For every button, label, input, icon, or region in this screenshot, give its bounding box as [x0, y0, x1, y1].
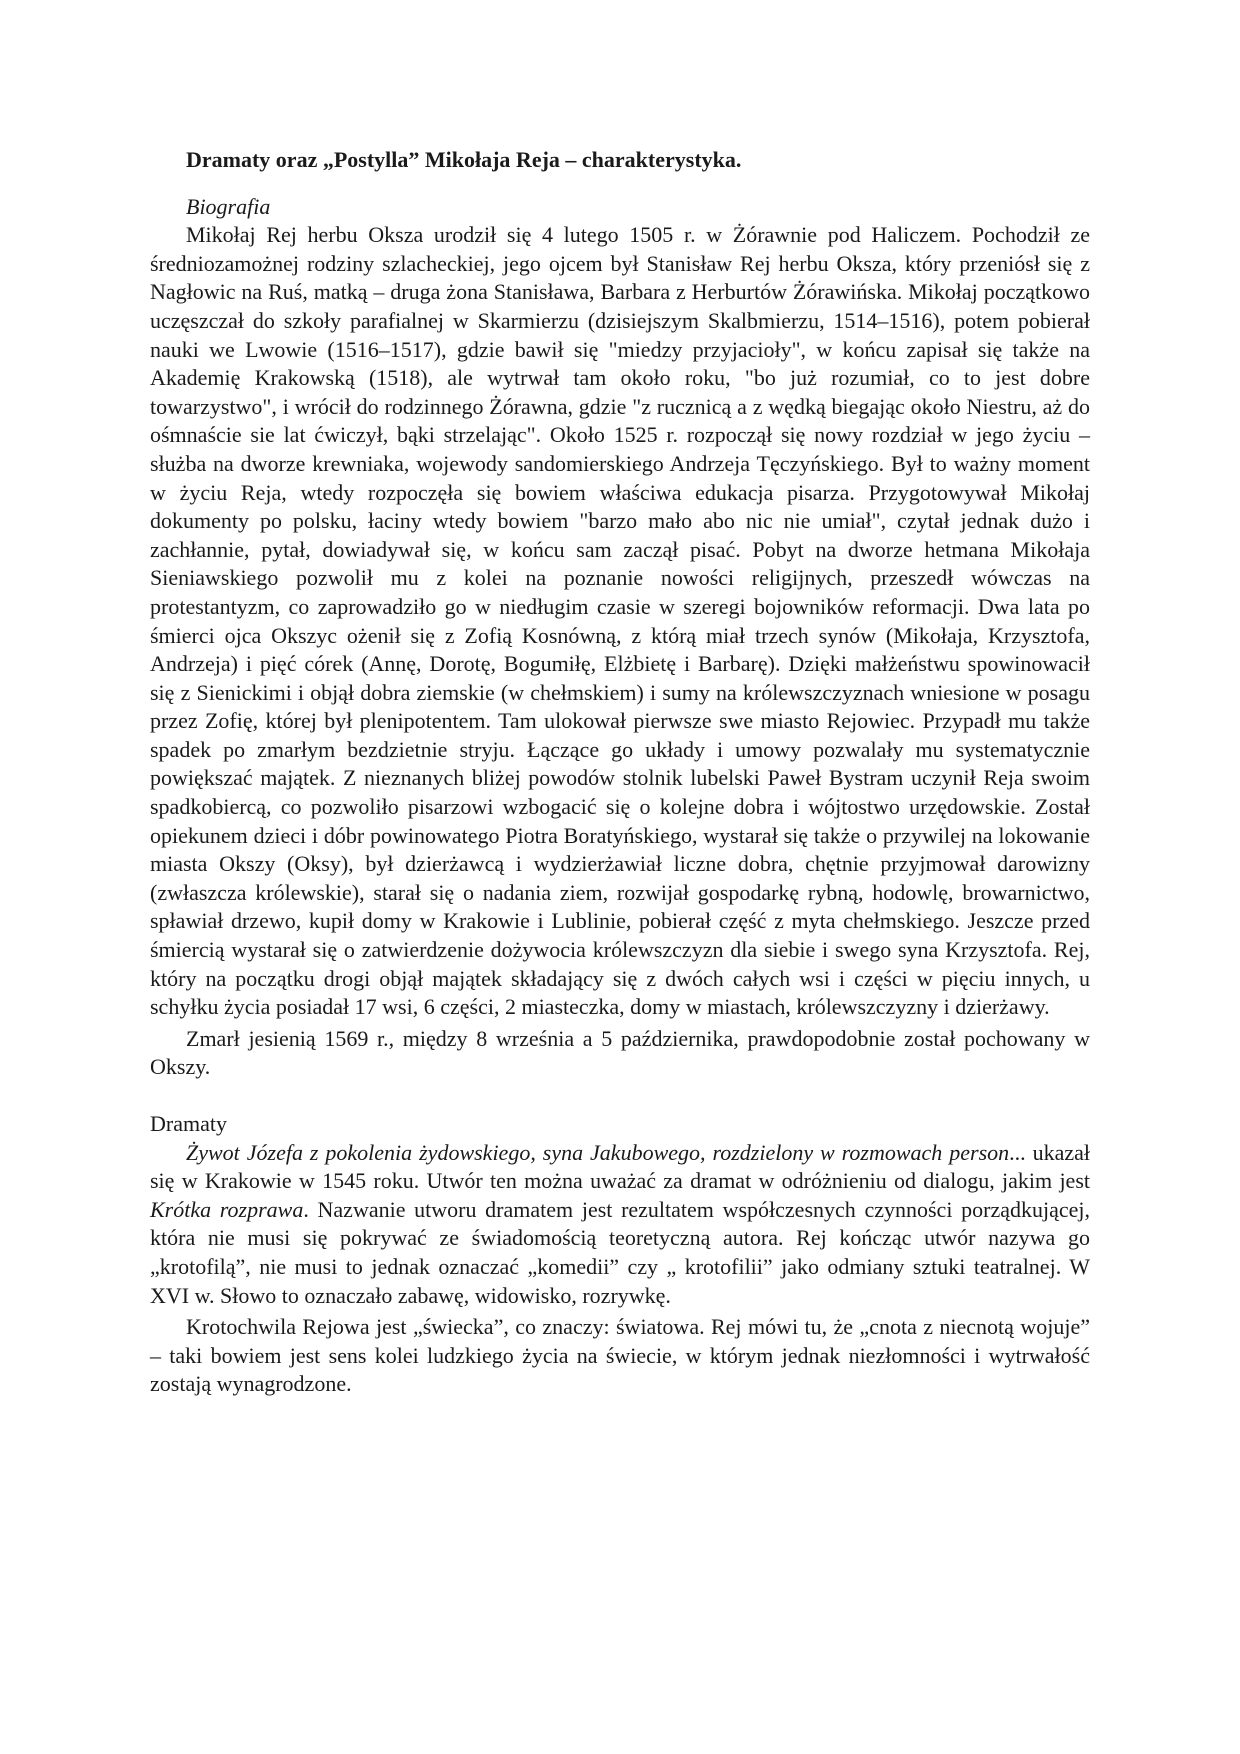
section-heading-biografia: Biografia — [186, 193, 271, 219]
document-page — [150, 146, 1090, 1399]
paragraph-text-a: ... ukazał się w Krakowie w 1545 roku. Utwór ten można uważać za dramat w odróżnieniu od dialogu, jakim jest — [150, 1139, 1090, 1194]
work-title-zywot: Żywot Józefa z pokolenia żydowskiego, syna Jakubowego, rozdzielony w rozmowach person — [186, 1139, 1010, 1165]
paragraph-krotochwila: Krotochwila Rejowa jest „świecka”, co znaczy: światowa. Rej mówi tu, że „cnota z niecnotą wojuje” – taki bowiem jest sens kolei ludzkiego życia na świecie, w którym jednak niezłomności i wytrwałość zostają wynagrodzone. — [150, 1314, 1090, 1397]
paragraph-death: Zmarł jesienią 1569 r., między 8 września a 5 października, prawdopodobnie został pochowany w Okszy. — [150, 1025, 1090, 1080]
paragraph-biography: Mikołaj Rej herbu Oksza urodził się 4 lutego 1505 r. w Żórawnie pod Haliczem. Pochodził ze średniozamożnej rodziny szlacheckiej, jego ojcem był Stanisław Rej herbu Oksza, który przeniósł się z Nagłowic na Ruś, matką – druga żona Stanisława, Barbara z Herburtów Żórawińska. Mikołaj początkowo uczęszczał do szkoły parafialnej w Skarmierzu (dzisiejszym Skalbmierzu, 1514–1516), potem pobierał nauki we Lwowie (1516–1517), gdzie bawił się "miedzy przyjacioły", w końcu zapisał się także na Akademię Krakowską (1518), ale wytrwał tam około roku, "bo już rozumiał, co to jest dobre towarzystwo", i wrócił do rodzinnego Żórawna, gdzie "z rucznicą a z wędką biegając około Niestru, aż do ośmnaście sie lat ćwiczył, bąki strzelając". Około 1525 r. rozpoczął się nowy rozdział w jego życiu – służba na dworze krewniaka, wojewody sandomierskiego Andrzeja Tęczyńskiego. Był to ważny moment w życiu Reja, wtedy rozpoczęła się bowiem właściwa edukacja pisarza. Przygotowywał Mikołaj dokumenty po polsku, łaciny wtedy bowiem "barzo mało abo nic nie umiał", czytał jednak dużo i zachłannie, pytał, dowiadywał się, w końcu sam zaczął pisać. Pobyt na dworze hetmana Mikołaja Sieniawskiego pozwolił mu z kolei na poznanie nowości religijnych, przeszedł wówczas na protestantyzm, co zaprowadziło go w niedługim czasie w szeregi bojowników reformacji. Dwa lata po śmierci ojca Okszyc ożenił się z Zofią Kosnówną, z którą miał trzech synów (Mikołaja, Krzysztofa, Andrzeja) i pięć córek (Annę, Dorotę, Bogumiłę, Elżbietę i Barbarę). Dzięki małżeństwu spowinowacił się z Sienickimi i objął dobra ziemskie (w chełmskiem) i sumy na królewszczyznach wniesione w posagu przez Zofię, której był plenipotentem. Tam ulokował pierwsze swe miasto Rejowiec. Przypadł mu także spadek po zmarłym bezdzietnie stryju. Łączące go układy i umowy pozwalały mu systematycznie powiększać majątek. Z nieznanych bliżej powodów stolnik lubelski Paweł Bystram uczynił Reja swoim spadkobiercą, co pozwoliło pisarzowi wzbogacić się o kolejne dobra i wójtostwo urzędowskie. Został opiekunem dzieci i dóbr powinowatego Piotra Boratyńskiego, wystarał się także o przywilej na lokowanie miasta Okszy (Oksy), był dzierżawcą i wydzierżawiał liczne dobra, chętnie przyjmował darowizny (zwłaszcza królewskie), starał się o nadania ziem, rozwijał gospodarkę rybną, hodowlę, browarnictwo, spławiał drzewo, kupił domy w Krakowie i Lublinie, pobierał część z myta chełmskiego. Jeszcze przed śmiercią wystarał się o zatwierdzenie dożywocia królewszczyzn dla siebie i swego syna Krzysztofa. Rej, który na początku drogi objął majątek składający się z dwóch całych wsi i części w pięciu innych, u schyłku życia posiadał 17 wsi, 6 części, 2 miasteczka, domy w miastach, królewszczyzny i dzierżawy. — [150, 222, 1090, 1020]
section-spacer — [150, 1082, 1090, 1110]
document-title: Dramaty oraz „Postylla” Mikołaja Reja – charakterystyka. — [186, 147, 742, 172]
paragraph-text-b: . Nazwanie utworu dramatem jest rezultatem współczesnych czynności porządkującej, która nie musi się pokrywać ze świadomością teoretyczną autora. Rej kończąc utwór nazywa go „krotofilą”, nie musi to jednak oznaczać „komedii” czy „ krotofilii” jako odmiany sztuki teatralnej. W XVI w. Słowo to oznaczało zabawę, widowisko, rozrywkę. — [150, 1196, 1090, 1308]
section-heading-dramaty: Dramaty — [150, 1111, 227, 1136]
paragraph-zywot-jozefa — [150, 1139, 1090, 1311]
work-title-krotka-rozprawa: Krótka rozprawa — [150, 1196, 304, 1222]
